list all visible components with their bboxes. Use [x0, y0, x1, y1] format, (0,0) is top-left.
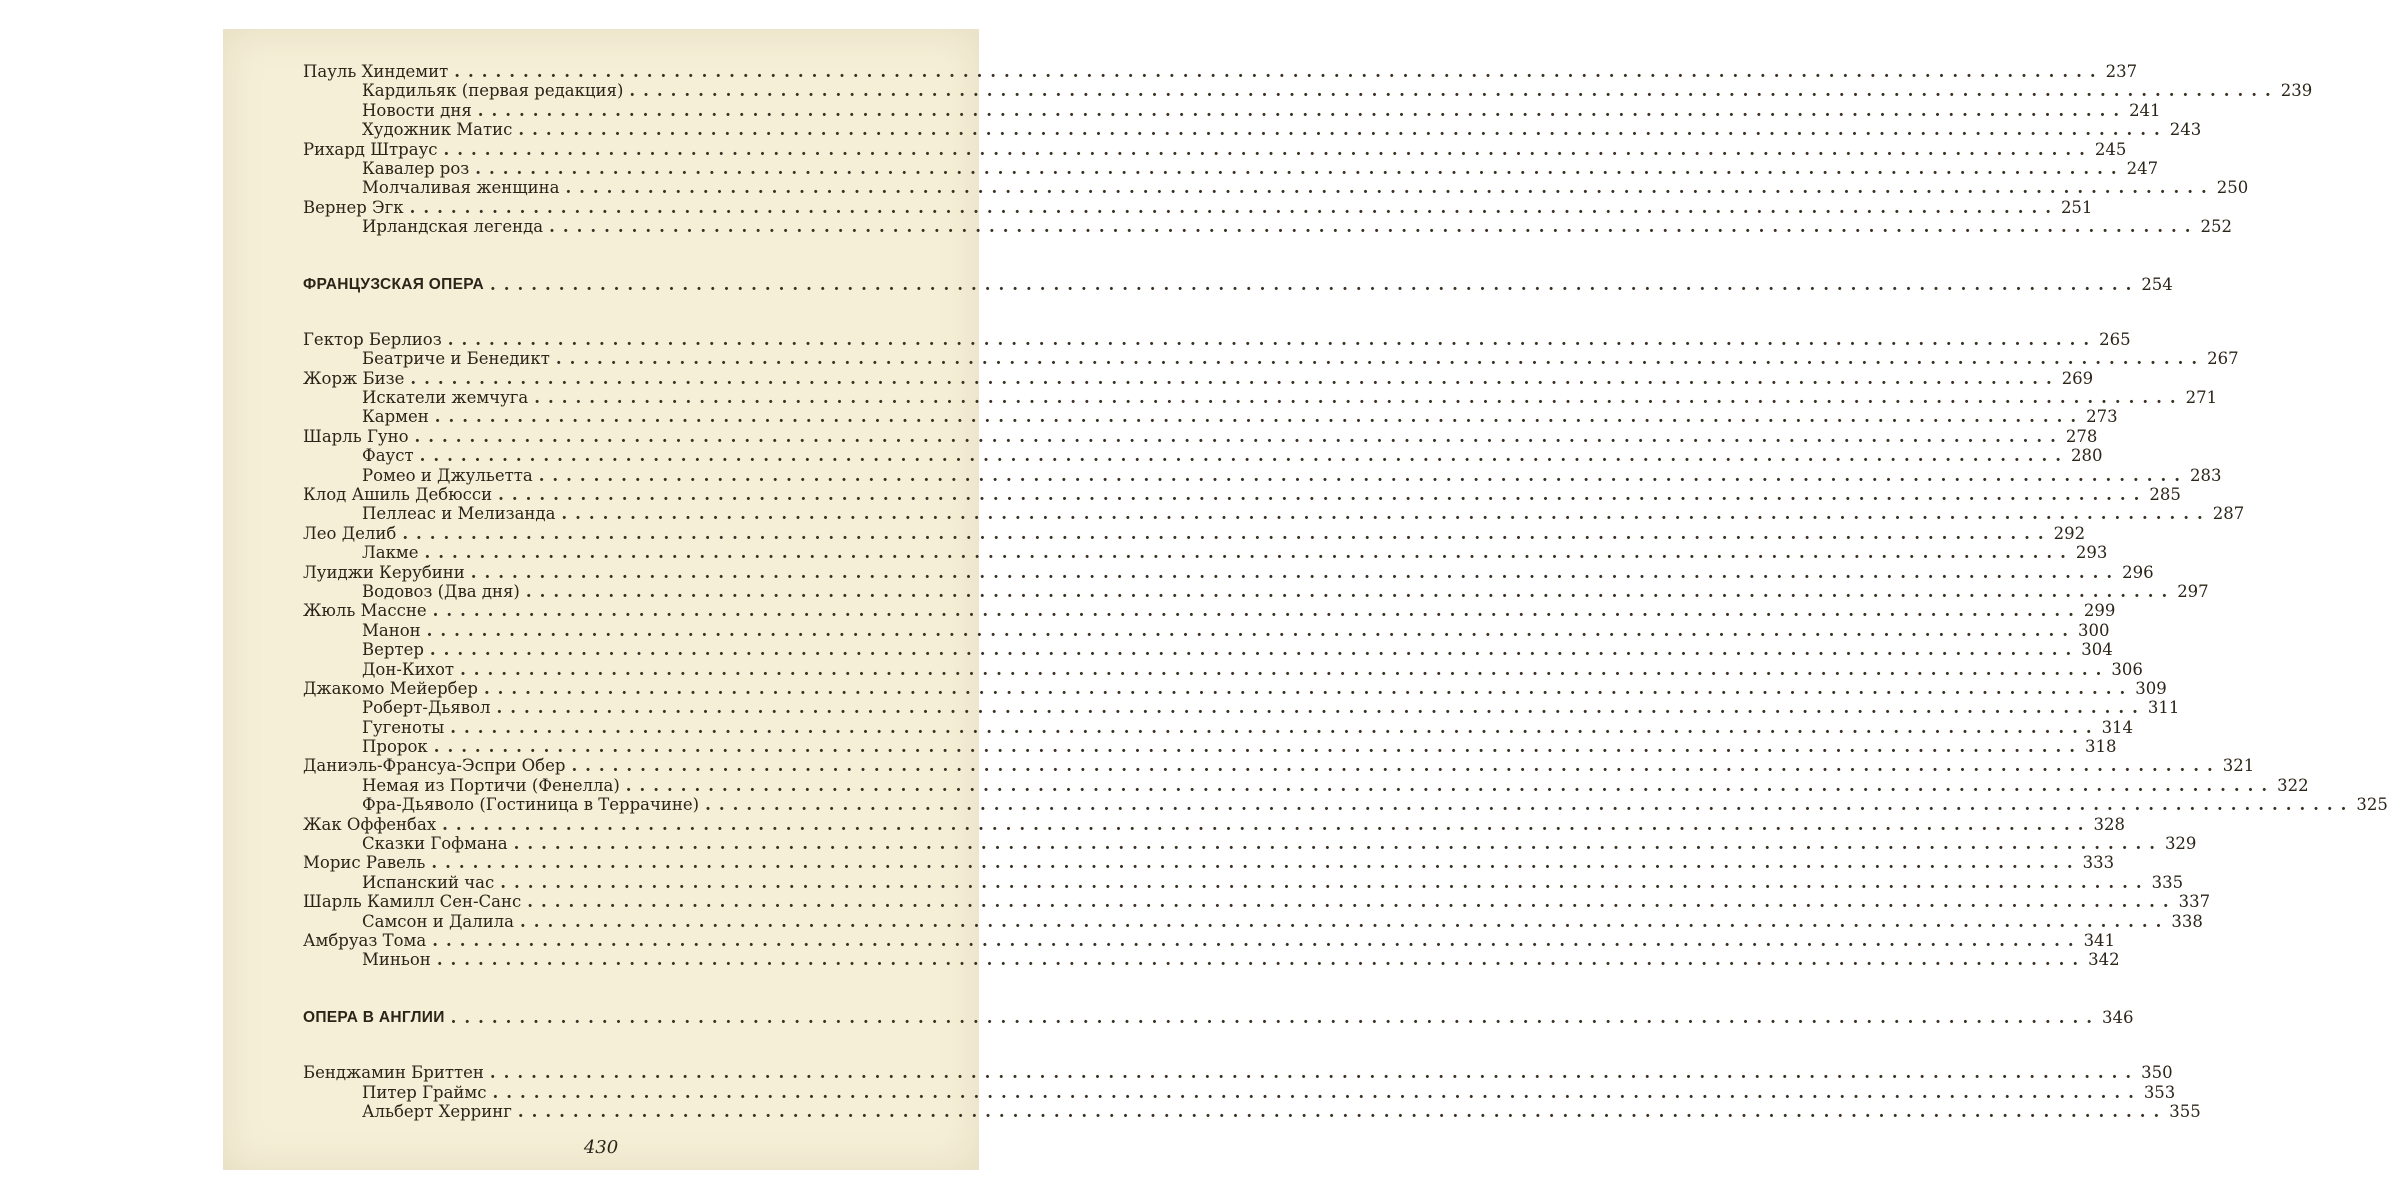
- dot-leader: ........................................................................................................................: [477, 100, 2128, 120]
- entry-title: Жак Оффенбах: [303, 814, 437, 834]
- entry-page-number: 299: [2083, 601, 2116, 621]
- entry-title: Гугеноты: [362, 717, 445, 737]
- dot-leader: ........................................................................................................................: [518, 120, 2168, 140]
- toc-subentry[interactable]: [303, 217, 2232, 237]
- entry-title: Ирландская легенда: [362, 217, 544, 237]
- dot-leader: ........................................................................................................................: [565, 178, 2215, 198]
- toc-subentry[interactable]: [303, 581, 2209, 601]
- dot-leader: ........................................................................................................................: [513, 834, 2163, 854]
- toc-subentry[interactable]: [303, 407, 2118, 427]
- entry-page-number: 346: [2102, 1007, 2134, 1027]
- entry-title: Фауст: [362, 446, 414, 466]
- entry-title: Питер Граймс: [362, 1082, 487, 1102]
- entry-page-number: 342: [2088, 950, 2120, 970]
- entry-page-number: 341: [2083, 931, 2116, 950]
- dot-leader: ........................................................................................................................: [443, 139, 2093, 159]
- section-spacer: [303, 294, 941, 330]
- entry-page-number: 318: [2085, 737, 2117, 757]
- dot-leader: ........................................................................................................................: [436, 950, 2087, 970]
- entry-page-number: 338: [2171, 911, 2203, 931]
- toc-entry[interactable]: [303, 814, 2125, 834]
- section-heading[interactable]: [303, 274, 2173, 294]
- toc-subentry[interactable]: [303, 872, 2184, 892]
- toc-subentry[interactable]: [303, 659, 2143, 679]
- dot-leader: ........................................................................................................................: [434, 407, 2085, 427]
- toc-entry[interactable]: [303, 485, 2181, 505]
- entry-title: Кармен: [362, 407, 429, 427]
- dot-leader: ........................................................................................................................: [489, 1063, 2140, 1083]
- dot-leader: ........................................................................................................................: [419, 446, 2069, 466]
- entry-title: Лакме: [362, 543, 419, 563]
- section-spacer: [303, 237, 941, 275]
- entry-title: Кардильяк (первая редакция): [362, 81, 624, 101]
- entry-page-number: 271: [2185, 388, 2218, 408]
- toc-entry[interactable]: [303, 853, 2115, 873]
- entry-page-number: 265: [2099, 329, 2131, 349]
- toc-subentry[interactable]: [303, 158, 2159, 178]
- entry-title: Самсон и Далила: [362, 911, 515, 931]
- toc-subentry[interactable]: [303, 640, 2113, 660]
- toc-entry[interactable]: [303, 329, 2131, 349]
- toc-subentry[interactable]: [303, 543, 2108, 563]
- entry-title: Пеллеас и Мелизанда: [362, 504, 556, 524]
- entry-title: Беатриче и Бенедикт: [362, 349, 550, 369]
- entry-page-number: 292: [2053, 523, 2086, 543]
- entry-page-number: 280: [2070, 446, 2103, 466]
- page-number: 430: [583, 1137, 619, 1158]
- entry-page-number: 311: [2147, 698, 2180, 718]
- dot-leader: ........................................................................................................................: [409, 197, 2059, 217]
- entry-page-number: 325: [2356, 795, 2388, 815]
- entry-page-number: 337: [2178, 892, 2211, 912]
- entry-title: Рихард Штраус: [303, 139, 438, 159]
- entry-title: Жорж Бизе: [303, 368, 405, 388]
- toc-subentry[interactable]: [303, 1082, 2176, 1102]
- toc-entry[interactable]: [303, 426, 2098, 446]
- dot-leader: ........................................................................................................................: [561, 504, 2211, 524]
- toc-entry[interactable]: [303, 368, 2094, 388]
- entry-page-number: 293: [2075, 543, 2108, 563]
- entry-page-number: 278: [2065, 426, 2098, 446]
- dot-leader: ........................................................................................................................: [475, 158, 2125, 178]
- dot-leader: ........................................................................................................................: [432, 931, 2082, 950]
- entry-title: Пророк: [362, 737, 428, 757]
- entry-page-number: 296: [2122, 562, 2154, 582]
- dot-leader: ........................................................................................................................: [571, 756, 2221, 776]
- dot-leader: ........................................................................................................................: [527, 892, 2177, 912]
- entry-page-number: 329: [2164, 834, 2197, 854]
- entry-title: Вертер: [362, 640, 424, 660]
- entry-title: Новости дня: [362, 100, 472, 120]
- toc-entry[interactable]: [303, 61, 2138, 81]
- toc-subentry[interactable]: [303, 834, 2197, 854]
- entry-title: Морис Равель: [303, 853, 426, 873]
- toc-subentry[interactable]: [303, 100, 2161, 120]
- section-spacer: [303, 970, 941, 1008]
- entry-title: Пауль Хиндемит: [303, 61, 449, 81]
- entry-page-number: 283: [2190, 465, 2222, 485]
- entry-title: Альберт Херринг: [362, 1101, 512, 1121]
- toc-entry[interactable]: [303, 197, 2093, 217]
- dot-leader: ........................................................................................................................: [489, 274, 2140, 294]
- toc-entry[interactable]: [303, 678, 2167, 698]
- entry-page-number: 243: [2169, 120, 2202, 140]
- entry-page-number: 273: [2086, 407, 2118, 427]
- section-heading[interactable]: [303, 1007, 2134, 1027]
- entry-title: Клод Ашиль Дебюсси: [303, 485, 493, 505]
- toc-subentry[interactable]: [303, 698, 2180, 718]
- toc-entry[interactable]: [303, 931, 2116, 950]
- dot-leader: ........................................................................................................................: [426, 620, 2076, 640]
- entry-page-number: 333: [2082, 853, 2115, 873]
- entry-title: Немая из Портичи (Фенелла): [362, 775, 620, 795]
- toc-entry[interactable]: [303, 523, 2086, 543]
- entry-title: Молчаливая женщина: [362, 178, 560, 198]
- entry-page-number: 300: [2078, 620, 2110, 640]
- entry-page-number: 287: [2212, 504, 2245, 524]
- entry-title: Шарль Гуно: [303, 426, 409, 446]
- dot-leader: ........................................................................................................................: [538, 465, 2189, 485]
- entry-title: Вернер Эгк: [303, 197, 404, 217]
- entry-title: Роберт-Дьявол: [362, 698, 491, 718]
- dot-leader: ........................................................................................................................: [705, 795, 2355, 815]
- dot-leader: ........................................................................................................................: [625, 775, 2276, 795]
- section-spacer: [303, 1027, 941, 1063]
- toc-subentry[interactable]: [303, 911, 2203, 931]
- entry-page-number: 250: [2216, 178, 2249, 198]
- entry-page-number: 241: [2129, 100, 2161, 120]
- toc-entry[interactable]: [303, 756, 2255, 776]
- dot-leader: ........................................................................................................................: [549, 217, 2199, 237]
- dot-leader: ........................................................................................................................: [555, 349, 2206, 369]
- toc-subentry[interactable]: [303, 795, 2388, 815]
- dot-leader: ........................................................................................................................: [447, 329, 2098, 349]
- table-of-contents: [303, 61, 2388, 1121]
- dot-leader: ........................................................................................................................: [470, 562, 2121, 582]
- toc-entry[interactable]: [303, 601, 2116, 621]
- dot-leader: ........................................................................................................................: [450, 1007, 2100, 1027]
- entry-page-number: 350: [2141, 1063, 2173, 1083]
- entry-page-number: 309: [2135, 678, 2167, 698]
- entry-title: ФРАНЦУЗСКАЯ ОПЕРА: [303, 275, 484, 293]
- entry-title: Искатели жемчуга: [362, 388, 529, 408]
- entry-title: Бенджамин Бриттен: [303, 1063, 484, 1083]
- book-page: [223, 29, 2388, 1170]
- dot-leader: ........................................................................................................................: [414, 426, 2064, 446]
- entry-title: Гектор Берлиоз: [303, 329, 442, 349]
- toc-entry[interactable]: [303, 139, 2127, 159]
- entry-title: Ромео и Джульетта: [362, 465, 533, 485]
- dot-leader: ........................................................................................................................: [483, 678, 2134, 698]
- dot-leader: ........................................................................................................................: [496, 698, 2146, 718]
- toc-entry[interactable]: [303, 892, 2211, 912]
- entry-title: Амбруаз Тома: [303, 931, 427, 950]
- entry-title: Миньон: [362, 950, 431, 970]
- toc-subentry[interactable]: [303, 737, 2117, 757]
- toc-subentry[interactable]: [303, 388, 2218, 408]
- entry-title: Шарль Камилл Сен-Санс: [303, 892, 522, 912]
- dot-leader: ........................................................................................................................: [498, 485, 2148, 505]
- toc-subentry[interactable]: [303, 120, 2202, 140]
- entry-page-number: 328: [2093, 814, 2125, 834]
- dot-leader: ........................................................................................................................: [454, 61, 2104, 81]
- entry-title: Манон: [362, 620, 421, 640]
- entry-page-number: 322: [2277, 775, 2309, 795]
- entry-title: Художник Матис: [362, 120, 513, 140]
- toc-entry[interactable]: [303, 1063, 2173, 1083]
- entry-page-number: 353: [2143, 1082, 2176, 1102]
- dot-leader: ........................................................................................................................: [432, 601, 2082, 621]
- entry-title: ОПЕРА В АНГЛИИ: [303, 1008, 445, 1026]
- toc-entry[interactable]: [303, 562, 2154, 582]
- dot-leader: ........................................................................................................................: [442, 814, 2092, 834]
- entry-page-number: 239: [2280, 81, 2313, 101]
- dot-leader: ........................................................................................................................: [433, 737, 2084, 757]
- toc-subentry[interactable]: [303, 349, 2239, 369]
- toc-subentry[interactable]: [303, 717, 2134, 737]
- entry-page-number: 297: [2177, 581, 2209, 601]
- dot-leader: ........................................................................................................................: [534, 388, 2184, 408]
- entry-title: Лео Делиб: [303, 523, 397, 543]
- toc-subentry[interactable]: [303, 620, 2110, 640]
- toc-subentry[interactable]: [303, 446, 2103, 466]
- dot-leader: ........................................................................................................................: [429, 640, 2080, 660]
- dot-leader: ........................................................................................................................: [424, 543, 2074, 563]
- dot-leader: ........................................................................................................................: [410, 368, 2060, 388]
- entry-title: Джакомо Мейербер: [303, 678, 478, 698]
- entry-title: Испанский час: [362, 872, 495, 892]
- entry-page-number: 267: [2207, 349, 2239, 369]
- entry-page-number: 251: [2060, 197, 2093, 217]
- toc-subentry[interactable]: [303, 178, 2249, 198]
- entry-page-number: 254: [2141, 274, 2173, 294]
- entry-page-number: 245: [2094, 139, 2127, 159]
- dot-leader: ........................................................................................................................: [492, 1082, 2142, 1102]
- dot-leader: ........................................................................................................................: [402, 523, 2052, 543]
- dot-leader: ........................................................................................................................: [431, 853, 2081, 873]
- entry-page-number: 355: [2169, 1101, 2201, 1121]
- entry-page-number: 237: [2105, 61, 2138, 81]
- entry-title: Дон-Кихот: [362, 659, 455, 679]
- entry-page-number: 314: [2101, 717, 2134, 737]
- toc-subentry[interactable]: [303, 1101, 2201, 1121]
- entry-title: Кавалер роз: [362, 158, 470, 178]
- toc-subentry[interactable]: [303, 504, 2245, 524]
- entry-page-number: 285: [2149, 485, 2181, 505]
- entry-title: Фра-Дьяволо (Гостиница в Террачине): [362, 795, 700, 815]
- entry-page-number: 269: [2061, 368, 2094, 388]
- entry-page-number: 335: [2151, 872, 2184, 892]
- toc-subentry[interactable]: [303, 465, 2222, 485]
- dot-leader: ........................................................................................................................: [460, 659, 2110, 679]
- toc-subentry[interactable]: [303, 950, 2120, 970]
- entry-page-number: 304: [2081, 640, 2113, 660]
- entry-page-number: 247: [2126, 158, 2159, 178]
- dot-leader: ........................................................................................................................: [629, 81, 2279, 101]
- entry-page-number: 252: [2200, 217, 2232, 237]
- dot-leader: ........................................................................................................................: [520, 911, 2170, 931]
- toc-subentry[interactable]: [303, 81, 2313, 101]
- entry-title: Сказки Гофмана: [362, 834, 508, 854]
- entry-title: Луиджи Керубини: [303, 562, 465, 582]
- dot-leader: ........................................................................................................................: [450, 717, 2100, 737]
- entry-title: Даниэль-Франсуа-Эспри Обер: [303, 756, 566, 776]
- dot-leader: ........................................................................................................................: [525, 581, 2176, 601]
- toc-subentry[interactable]: [303, 775, 2309, 795]
- entry-title: Жюль Массне: [303, 601, 427, 621]
- dot-leader: ........................................................................................................................: [500, 872, 2150, 892]
- entry-page-number: 306: [2111, 659, 2143, 679]
- entry-title: Водовоз (Два дня): [362, 581, 520, 601]
- entry-page-number: 321: [2222, 756, 2255, 776]
- dot-leader: ........................................................................................................................: [517, 1101, 2168, 1121]
